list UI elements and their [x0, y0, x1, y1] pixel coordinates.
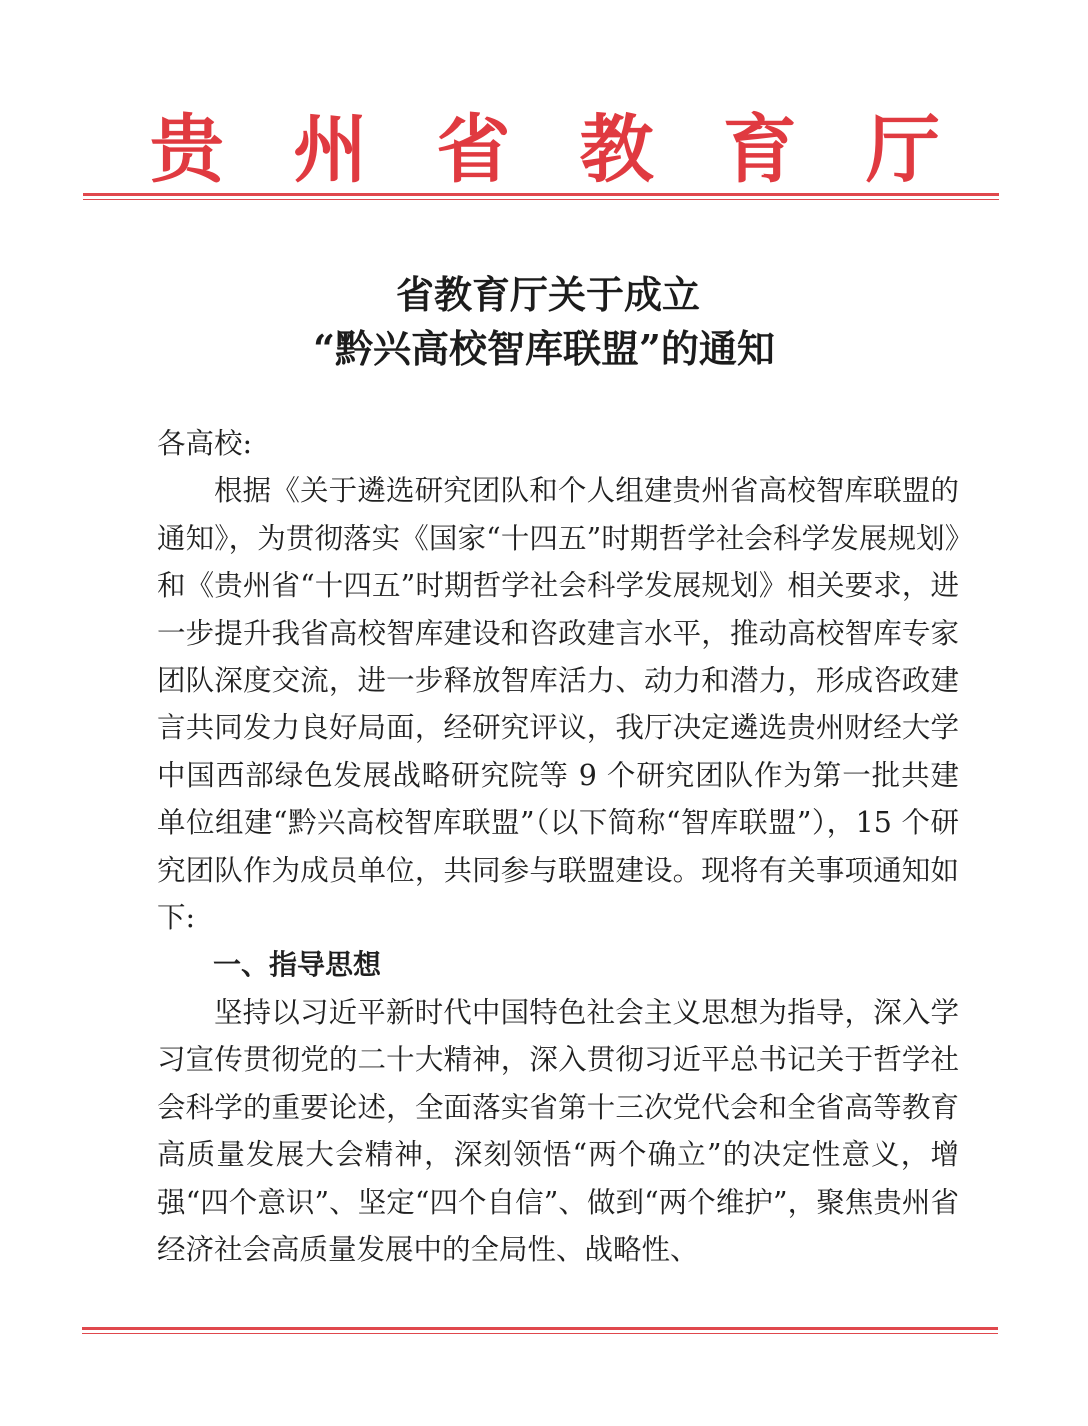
section-heading-guiding-ideology: 一、指导思想: [213, 948, 382, 982]
title-line-2: “黔兴高校智库联盟”的通知: [313, 326, 775, 371]
header-char: 贵: [150, 107, 224, 193]
divider-thin-line: [83, 199, 999, 200]
salutation: 各高校:: [157, 427, 253, 460]
header-char: 教: [579, 107, 654, 193]
body-paragraph-2: 坚持以习近平新时代中国特色社会主义思想为指导，深入学习宣传贯彻党的二十大精神，深入贯彻习近平总书记关于哲学社会科学的重要论述，全面落实省第十三次党代会和全省高等教育高质量发展大会精神，深刻领悟“两个确立”的决定性意义，增强“四个意识”、坚定“四个自信”、做到“两个维护”，聚焦贵州省经济社会高质量发展中的全局性、战略性、: [157, 995, 959, 1266]
header-char: 育: [722, 107, 797, 193]
divider-thin-line: [82, 1333, 998, 1334]
header-char: 省: [436, 107, 511, 193]
footer-divider-rule: [82, 1327, 998, 1334]
divider-thick-line: [83, 193, 999, 196]
document-body: [157, 420, 959, 1273]
header-char: 州: [293, 107, 368, 193]
document-title: [80, 268, 1008, 376]
header-char: 厅: [865, 107, 940, 193]
divider-thick-line: [82, 1327, 998, 1330]
body-paragraph-1: 根据《关于遴选研究团队和个人组建贵州省高校智库联盟的通知》，为贯彻落实《国家“十四五”时期哲学社会科学发展规划》和《贵州省“十四五”时期哲学社会科学发展规划》相关要求，进一步提升我省高校智库建设和咨政建言水平，推动高校智库专家团队深度交流，进一步释放智库活力、动力和潜力，形成咨政建言共同发力良好局面，经研究评议，我厅决定遴选贵州财经大学中国西部绿色发展战略研究院等 9 个研究团队作为第一批共建单位组建“黔兴高校智库联盟”（以下简称“智库联盟”），15 个研究团队作为成员单位，共同参与联盟建设。现将有关事项通知如下:: [157, 474, 959, 935]
header-divider-rule: [83, 193, 999, 200]
title-line-1: 省教育厅关于成立: [395, 272, 700, 317]
issuing-authority-header: [150, 108, 940, 192]
